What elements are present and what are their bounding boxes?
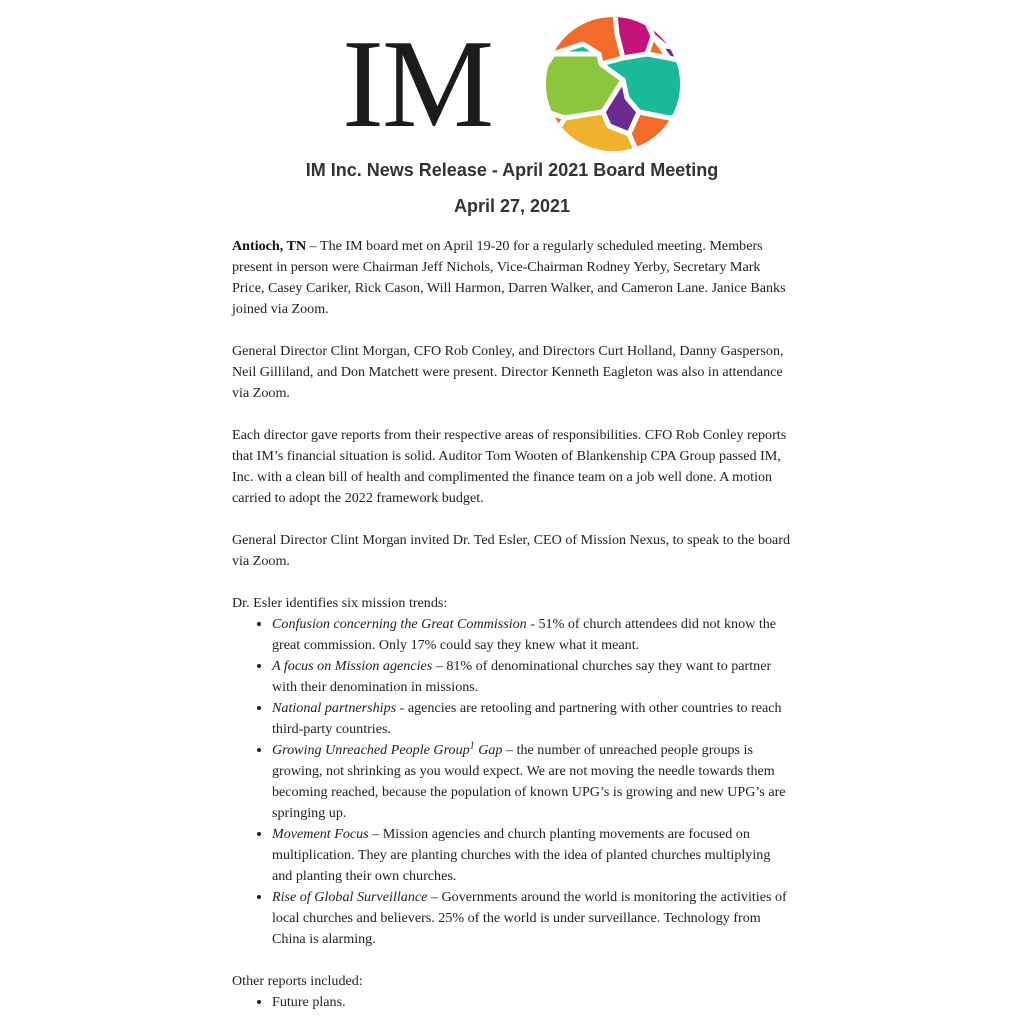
release-date: April 27, 2021	[453, 196, 571, 216]
trend-text: – 81% of denominational churches say they want to partner with their denomination in missions.	[272, 658, 772, 695]
paragraph-text: – The IM board met on April 19-20 for a regularly scheduled meeting. Members present in person were Chairman Jeff Nichols, Vice-Chairman Rodney Yerby, Secretary Mark Price, Casey Cariker, Rick Cason, Will Harmon, Darren Walker, and Cameron Lane. Janice Banks joined via Zoom.	[232, 238, 786, 317]
list-item	[272, 887, 792, 950]
paragraph-attendance	[232, 236, 792, 320]
trend-title: Growing Unreached People Group	[272, 742, 470, 758]
list-item	[272, 614, 792, 656]
other-reports-list	[232, 992, 792, 1013]
globe-segment	[615, 14, 653, 58]
trends-list	[232, 614, 792, 950]
im-logo	[338, 12, 688, 154]
dateline: Antioch, TN	[232, 238, 307, 254]
trend-title: National partnerships	[272, 700, 397, 716]
trend-text: - 51% of church attendees did not know the great commission. Only 17% could say they knew what it meant.	[272, 616, 777, 653]
list-item	[272, 824, 792, 887]
trend-title: Movement Focus	[272, 826, 369, 842]
page-title: IM Inc. News Release - April 2021 Board Meeting	[305, 160, 719, 180]
list-item: • Future plans.	[272, 992, 792, 1013]
article-body	[232, 236, 792, 1034]
list-item	[272, 698, 792, 740]
paragraph-finance: Each director gave reports from their respective areas of responsibilities. CFO Rob Conley reports that IM’s financial situation is solid. Auditor Tom Wooten of Blankenship CPA Group passed IM, Inc. with a clean bill of health and complimented the finance team on a job well done. A motion carried to adopt the 2022 framework budget.	[232, 427, 787, 506]
paragraph-staff: General Director Clint Morgan, CFO Rob Conley, and Directors Curt Holland, Danny Gasperson, Neil Gilliland, and Don Matchett were present. Director Kenneth Eagleton was also in attendance via Zoom.	[232, 343, 784, 401]
trend-title-end: Gap	[474, 742, 503, 758]
trends-intro: Dr. Esler identifies six mission trends:	[232, 595, 448, 611]
globe-icon	[543, 14, 683, 154]
footnote-marker[interactable]: 1	[469, 740, 475, 752]
list-item	[272, 740, 792, 824]
trend-text: - agencies are retooling and partnering with other countries to reach third-party countries.	[272, 700, 782, 737]
trend-text: – Governments around the world is monitoring the activities of local churches and believers. 25% of the world is under surveillance. Technology from China is alarming.	[272, 889, 787, 947]
other-reports-intro: Other reports included:	[232, 973, 363, 989]
globe-segment	[629, 112, 683, 154]
trend-title: A focus on Mission agencies	[272, 658, 433, 674]
trend-title: Rise of Global Surveillance	[272, 889, 428, 905]
trend-text: – the number of unreached people groups is growing, not shrinking as you would expect. We are not moving the needle towards them becoming reached, because the population of known UPG’s is growing and new UPG’s are springing up.	[272, 742, 786, 821]
logo-wordmark: IM	[342, 15, 492, 154]
paragraph-guest-speaker: General Director Clint Morgan invited Dr. Ted Esler, CEO of Mission Nexus, to speak to the board via Zoom.	[232, 532, 791, 569]
trend-text: – Mission agencies and church planting movements are focused on multiplication. They are planting churches with the idea of planted churches multiplying and planting their own churches.	[272, 826, 771, 884]
list-item	[272, 656, 792, 698]
trend-title: Confusion concerning the Great Commission	[272, 616, 527, 632]
